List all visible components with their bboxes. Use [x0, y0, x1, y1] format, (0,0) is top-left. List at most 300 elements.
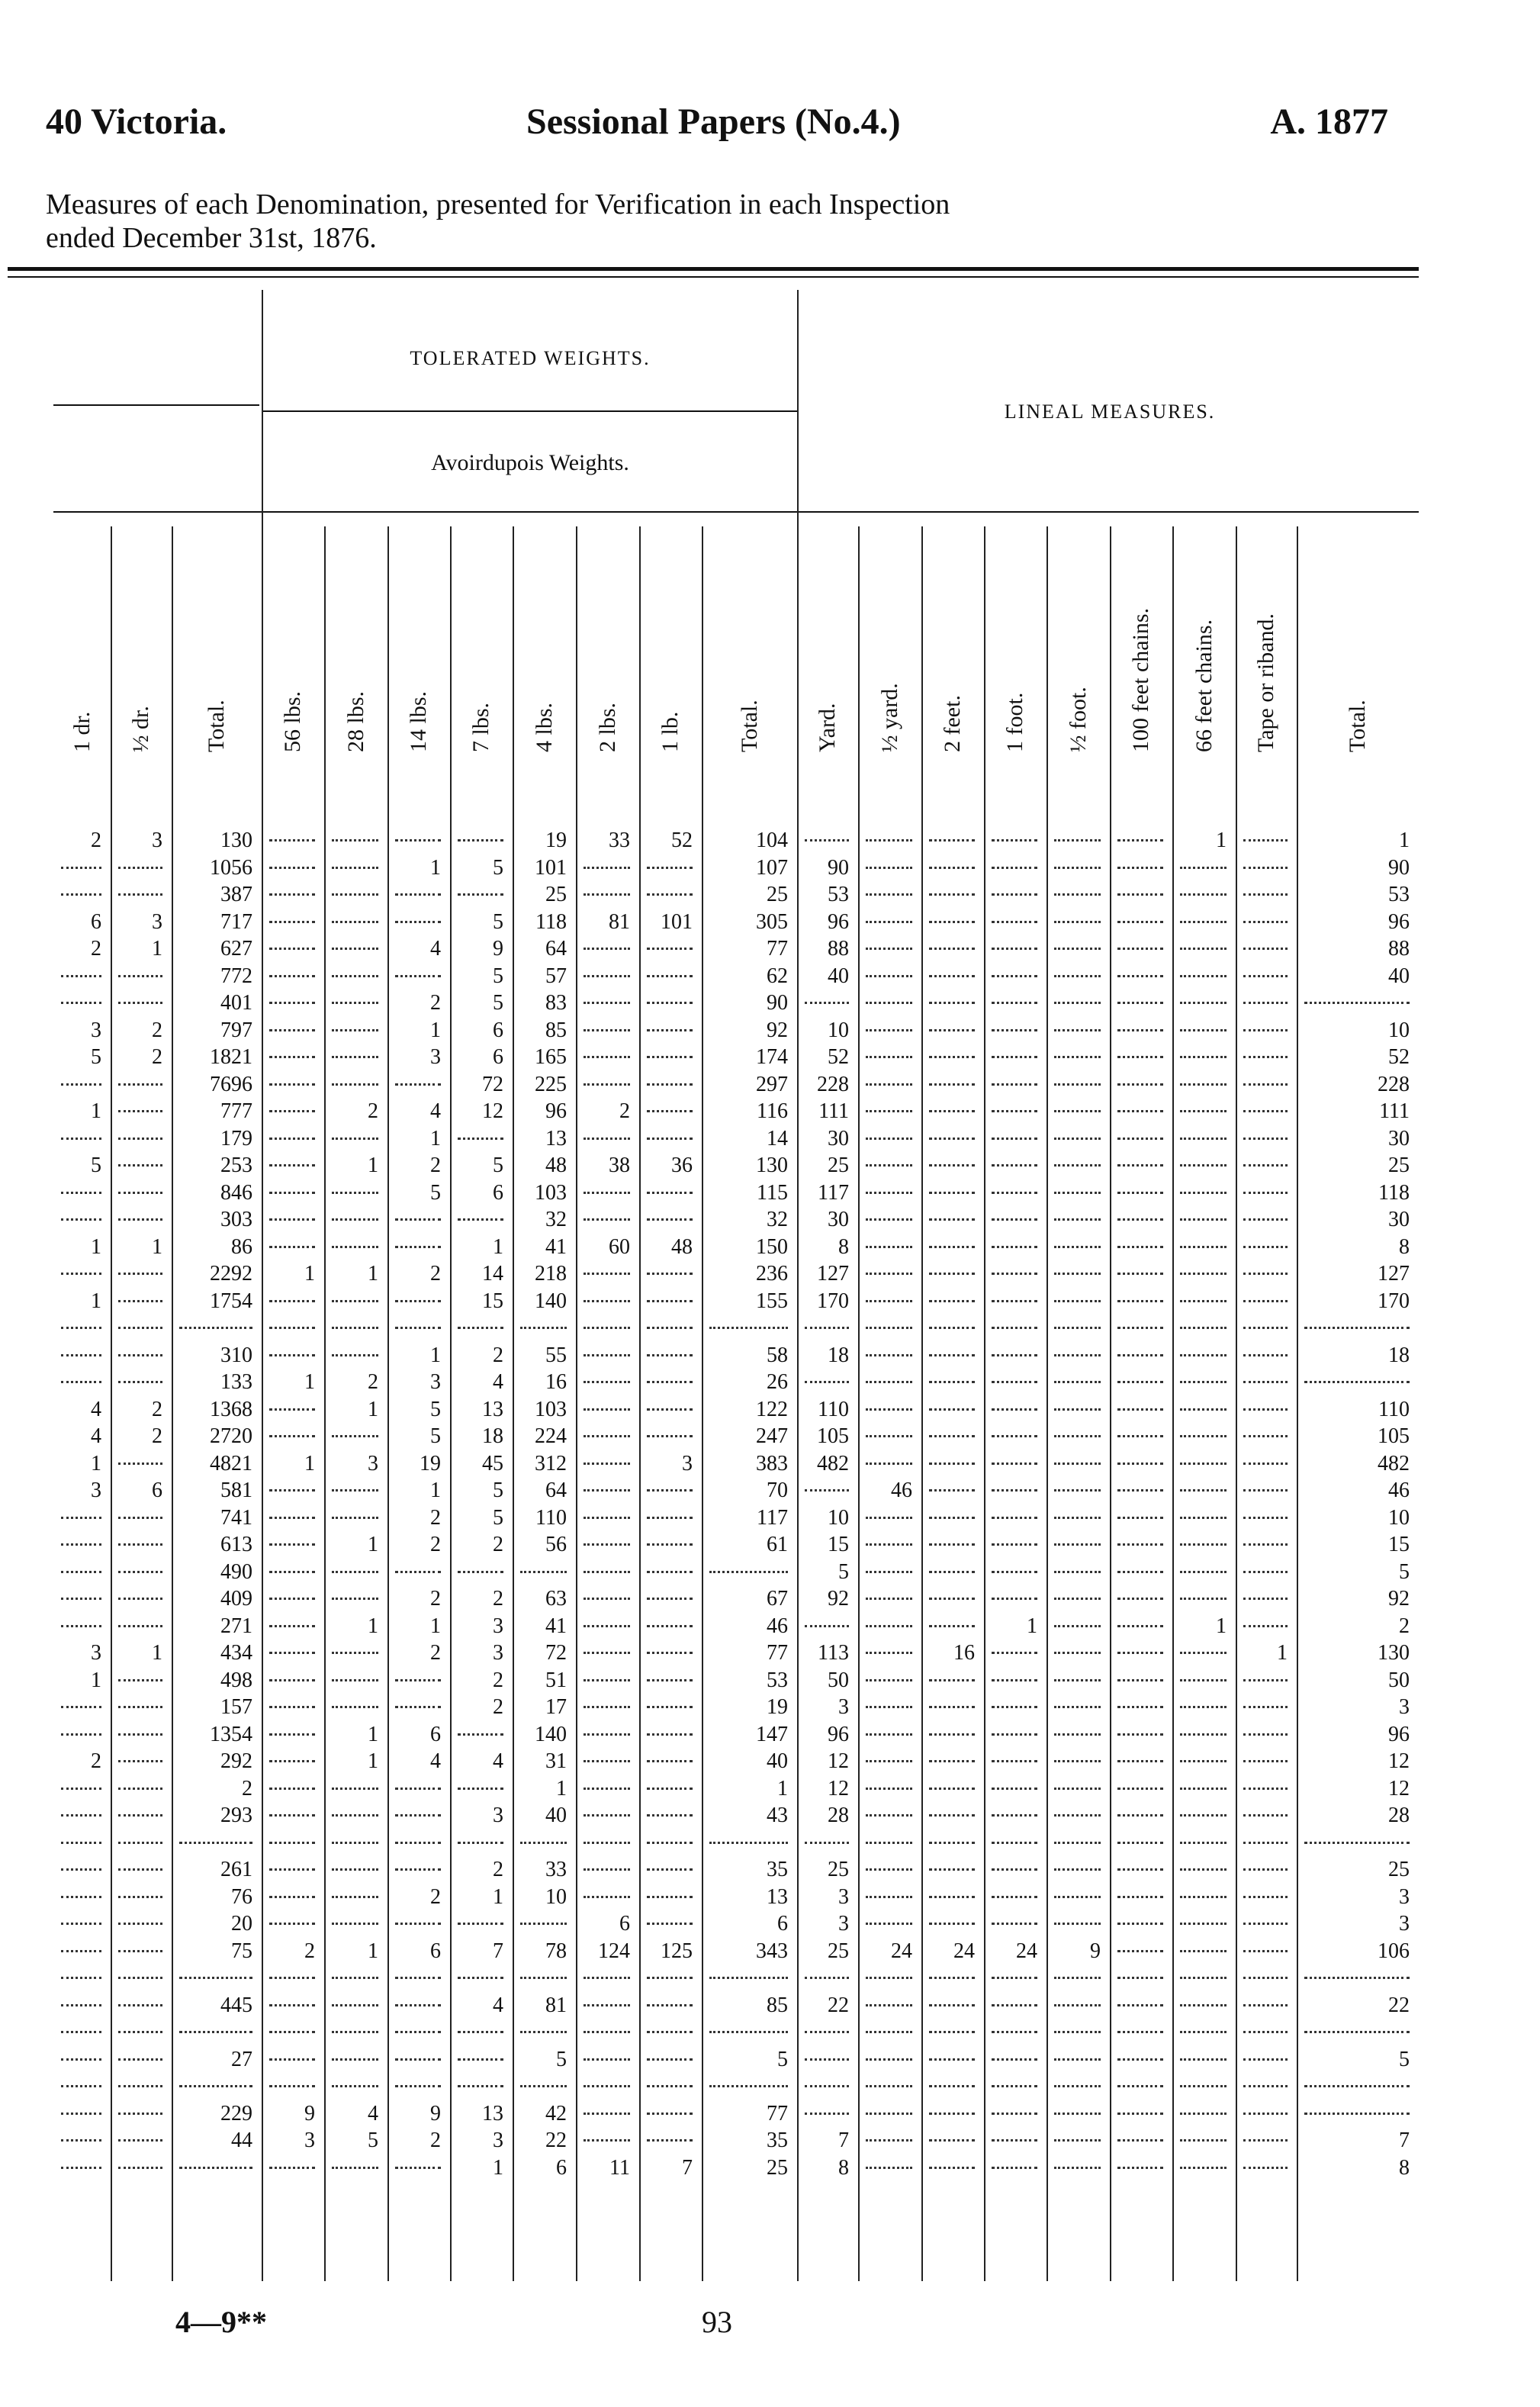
column-header	[858, 526, 921, 778]
leader-dots	[866, 1381, 912, 1383]
leader-dots	[1054, 1896, 1101, 1898]
leader-dots	[61, 1625, 101, 1627]
leader-dots	[1180, 1868, 1227, 1871]
leader-dots	[179, 2085, 252, 2087]
leader-dots	[992, 1408, 1037, 1411]
column-header-label: 14 lbs.	[406, 690, 431, 752]
leader-dots	[1054, 1300, 1101, 1302]
table-cell: 53	[1388, 883, 1410, 906]
leader-dots	[992, 2085, 1037, 2087]
leader-dots	[1054, 948, 1101, 950]
table-cell: 261	[220, 1858, 252, 1881]
table-cell: 3	[1399, 1885, 1410, 1909]
table-cell: 19	[420, 1452, 441, 1475]
leader-dots	[992, 1435, 1037, 1437]
table-cell: 1	[91, 1235, 101, 1259]
leader-dots	[866, 1354, 912, 1356]
table-cell: 1	[304, 1262, 315, 1286]
leader-dots	[992, 1246, 1037, 1248]
table-cell: 1754	[210, 1289, 252, 1313]
table-cell: 3	[430, 1045, 441, 1069]
leader-dots	[647, 1814, 693, 1817]
leader-dots	[647, 1760, 693, 1762]
table-cell: 1354	[210, 1723, 252, 1746]
table-cell: 6	[152, 1479, 162, 1502]
table-cell: 1	[368, 1939, 378, 1963]
column-header	[1110, 526, 1172, 778]
column-header-label: 1 dr.	[69, 711, 95, 752]
table-cell: 1	[368, 1154, 378, 1177]
leader-dots	[866, 1652, 912, 1654]
table-cell: 10	[1388, 1018, 1410, 1042]
leader-dots	[61, 1517, 101, 1519]
leader-dots	[1054, 1489, 1101, 1492]
leader-dots	[929, 1246, 975, 1248]
table-cell: 63	[545, 1587, 567, 1611]
leader-dots	[584, 1489, 630, 1492]
table-cell: 20	[231, 1912, 252, 1936]
leader-dots	[1054, 1056, 1101, 1058]
leader-dots	[1180, 1896, 1227, 1898]
leader-dots	[118, 1273, 162, 1275]
leader-dots	[929, 1273, 975, 1275]
leader-dots	[866, 948, 912, 950]
table-row	[0, 1993, 1449, 2021]
leader-dots	[1054, 1706, 1101, 1708]
table-cell: 498	[220, 1668, 252, 1692]
leader-dots	[992, 2031, 1037, 2033]
leader-dots	[1054, 893, 1101, 896]
table-cell: 2720	[210, 1424, 252, 1448]
leader-dots	[584, 1652, 630, 1654]
column-header-label: 100 feet chains.	[1128, 607, 1153, 752]
leader-dots	[269, 1977, 315, 1979]
leader-dots	[805, 1625, 849, 1627]
table-cell: 4	[493, 1749, 503, 1773]
table-cell: 6	[430, 1939, 441, 1963]
table-cell: 3	[91, 1018, 101, 1042]
leader-dots	[1243, 2031, 1288, 2033]
leader-dots	[647, 1788, 693, 1790]
table-cell: 2	[493, 1668, 503, 1692]
leader-dots	[332, 1706, 378, 1708]
leader-dots	[332, 1788, 378, 1790]
leader-dots	[458, 2031, 503, 2033]
column-header	[639, 526, 702, 778]
table-row	[0, 1831, 1449, 1858]
leader-dots	[929, 1923, 975, 1925]
leader-dots	[929, 1381, 975, 1383]
leader-dots	[866, 1733, 912, 1736]
leader-dots	[1054, 1868, 1101, 1871]
leader-dots	[61, 1842, 101, 1844]
table-row	[0, 1560, 1449, 1588]
leader-dots	[929, 975, 975, 977]
table-cell: 96	[828, 1723, 849, 1746]
leader-dots	[118, 1788, 162, 1790]
leader-dots	[332, 1679, 378, 1681]
column-header-label: 2 lbs.	[594, 702, 620, 752]
table-cell: 2	[152, 1398, 162, 1421]
leader-dots	[269, 1489, 315, 1492]
table-cell: 40	[545, 1804, 567, 1827]
leader-dots	[179, 2031, 252, 2033]
leader-dots	[1117, 1950, 1163, 1952]
column-header-label: 1 lb.	[657, 711, 683, 752]
leader-dots	[1243, 1463, 1288, 1465]
table-cell: 772	[220, 964, 252, 988]
leader-dots	[1117, 1300, 1163, 1302]
leader-dots	[1243, 1110, 1288, 1112]
table-cell: 165	[535, 1045, 567, 1069]
table-cell: 1	[430, 856, 441, 880]
table-cell: 482	[1378, 1452, 1410, 1475]
leader-dots	[395, 1083, 441, 1086]
leader-dots	[395, 1218, 441, 1221]
leader-dots	[332, 1571, 378, 1573]
leader-dots	[520, 1977, 567, 1979]
leader-dots	[1117, 1273, 1163, 1275]
column-header	[1046, 526, 1110, 778]
leader-dots	[520, 2085, 567, 2087]
table-cell: 92	[767, 1018, 788, 1042]
table-cell: 5	[493, 1479, 503, 1502]
leader-dots	[1117, 1138, 1163, 1140]
leader-dots	[332, 1246, 378, 1248]
leader-dots	[1054, 1598, 1101, 1600]
leader-dots	[584, 975, 630, 977]
table-cell: 271	[220, 1614, 252, 1638]
leader-dots	[1243, 1381, 1288, 1383]
leader-dots	[866, 1110, 912, 1112]
leader-dots	[1180, 1029, 1227, 1031]
leader-dots	[118, 1706, 162, 1708]
leader-dots	[584, 1868, 630, 1871]
leader-dots	[458, 2085, 503, 2087]
leader-dots	[992, 1218, 1037, 1221]
leader-dots	[1117, 1164, 1163, 1166]
leader-dots	[332, 921, 378, 923]
leader-dots	[1180, 1814, 1227, 1817]
table-cell: 28	[1388, 1804, 1410, 1827]
table-cell: 4	[430, 1099, 441, 1123]
table-cell: 1	[368, 1262, 378, 1286]
table-cell: 19	[767, 1695, 788, 1719]
leader-dots	[269, 1896, 315, 1898]
leader-dots	[1054, 1192, 1101, 1194]
table-cell: 1	[152, 1235, 162, 1259]
leader-dots	[1243, 1327, 1288, 1329]
column-header	[797, 526, 858, 778]
table-cell: 96	[828, 910, 849, 934]
leader-dots	[61, 2139, 101, 2142]
leader-dots	[1243, 1842, 1288, 1844]
table-cell: 7	[682, 2156, 693, 2180]
leader-dots	[1180, 975, 1227, 977]
leader-dots	[332, 1056, 378, 1058]
table-row	[0, 1316, 1449, 1343]
divider-tolerated	[263, 410, 797, 412]
table-cell: 4	[430, 1749, 441, 1773]
leader-dots	[584, 2031, 630, 2033]
leader-dots	[866, 1571, 912, 1573]
table-cell: 110	[1378, 1398, 1410, 1421]
leader-dots	[584, 1354, 630, 1356]
leader-dots	[1243, 1517, 1288, 1519]
table-cell: 51	[545, 1668, 567, 1692]
leader-dots	[929, 1733, 975, 1736]
table-cell: 16	[545, 1370, 567, 1394]
column-header-label: 66 feet chains.	[1191, 619, 1217, 752]
leader-dots	[1243, 1706, 1288, 1708]
leader-dots	[118, 1327, 162, 1329]
table-cell: 2292	[210, 1262, 252, 1286]
leader-dots	[1117, 1923, 1163, 1925]
table-cell: 1	[368, 1614, 378, 1638]
leader-dots	[647, 1381, 693, 1383]
leader-dots	[647, 1923, 693, 1925]
table-cell: 3	[304, 2129, 315, 2152]
leader-dots	[118, 2004, 162, 2006]
leader-dots	[992, 1002, 1037, 1004]
table-cell: 2	[152, 1018, 162, 1042]
leader-dots	[992, 1923, 1037, 1925]
leader-dots	[1054, 1110, 1101, 1112]
leader-dots	[1180, 1300, 1227, 1302]
table-cell: 5	[91, 1154, 101, 1177]
leader-dots	[118, 1868, 162, 1871]
leader-dots	[584, 1842, 630, 1844]
leader-dots	[1180, 1950, 1227, 1952]
leader-dots	[866, 1435, 912, 1437]
column-header	[513, 526, 576, 778]
leader-dots	[647, 1354, 693, 1356]
leader-dots	[647, 1706, 693, 1708]
leader-dots	[61, 1381, 101, 1383]
leader-dots	[1180, 1652, 1227, 1654]
leader-dots	[458, 1571, 503, 1573]
table-cell: 40	[828, 964, 849, 988]
column-header	[172, 526, 262, 778]
table-cell: 36	[671, 1154, 693, 1177]
table-cell: 1	[152, 937, 162, 961]
leader-dots	[929, 2113, 975, 2115]
leader-dots	[1304, 2113, 1410, 2115]
leader-dots	[61, 2085, 101, 2087]
table-cell: 105	[817, 1424, 849, 1448]
table-cell: 67	[767, 1587, 788, 1611]
header-session: 40 Victoria.	[46, 101, 227, 142]
leader-dots	[1180, 921, 1227, 923]
leader-dots	[1243, 1138, 1288, 1140]
table-cell: 130	[756, 1154, 788, 1177]
leader-dots	[866, 1138, 912, 1140]
column-header	[262, 526, 324, 778]
leader-dots	[1243, 1002, 1288, 1004]
leader-dots	[647, 1842, 693, 1844]
table-row	[0, 1370, 1449, 1398]
table-cell: 130	[220, 829, 252, 852]
leader-dots	[1180, 1083, 1227, 1086]
leader-dots	[992, 1029, 1037, 1031]
leader-dots	[458, 839, 503, 841]
table-cell: 5	[556, 2048, 567, 2071]
leader-dots	[1117, 1598, 1163, 1600]
column-header-label: ½ foot.	[1065, 687, 1091, 752]
table-cell: 5	[493, 856, 503, 880]
table-cell: 130	[1378, 1641, 1410, 1665]
leader-dots	[118, 1760, 162, 1762]
table-row	[0, 964, 1449, 992]
leader-dots	[1180, 1543, 1227, 1546]
leader-dots	[1243, 2113, 1288, 2115]
table-cell: 6	[493, 1045, 503, 1069]
leader-dots	[866, 1327, 912, 1329]
leader-dots	[61, 975, 101, 977]
table-cell: 5	[777, 2048, 788, 2071]
leader-dots	[269, 1218, 315, 1221]
leader-dots	[1117, 1571, 1163, 1573]
leader-dots	[584, 1543, 630, 1546]
leader-dots	[992, 1543, 1037, 1546]
table-cell: 22	[545, 2129, 567, 2152]
leader-dots	[929, 948, 975, 950]
table-cell: 846	[220, 1181, 252, 1205]
table-row	[0, 2156, 1449, 2183]
table-caption	[46, 188, 1388, 255]
table-cell: 70	[767, 1479, 788, 1502]
leader-dots	[269, 1923, 315, 1925]
table-cell: 57	[545, 964, 567, 988]
table-cell: 2	[430, 1506, 441, 1530]
table-cell: 92	[1388, 1587, 1410, 1611]
leader-dots	[61, 1327, 101, 1329]
table-cell: 24	[891, 1939, 912, 1963]
leader-dots	[866, 1760, 912, 1762]
leader-dots	[395, 2058, 441, 2061]
table-row	[0, 1479, 1449, 1506]
leader-dots	[1180, 1192, 1227, 1194]
leader-dots	[118, 1625, 162, 1627]
leader-dots	[584, 1273, 630, 1275]
leader-dots	[395, 1679, 441, 1681]
table-cell: 3	[493, 1614, 503, 1638]
leader-dots	[269, 1842, 315, 1844]
leader-dots	[269, 2167, 315, 2169]
leader-dots	[709, 1571, 788, 1573]
leader-dots	[1243, 1246, 1288, 1248]
column-header-label: Yard.	[815, 703, 840, 752]
leader-dots	[866, 839, 912, 841]
leader-dots	[1243, 1923, 1288, 1925]
leader-dots	[1243, 2004, 1288, 2006]
table-cell: 5	[368, 2129, 378, 2152]
leader-dots	[1243, 1868, 1288, 1871]
page-header	[46, 101, 1388, 162]
table-cell: 3	[368, 1452, 378, 1475]
table-cell: 1	[152, 1641, 162, 1665]
leader-dots	[61, 1977, 101, 1979]
table-cell: 1	[430, 1127, 441, 1150]
table-cell: 2	[493, 1533, 503, 1556]
leader-dots	[118, 2139, 162, 2142]
table-row	[0, 1695, 1449, 1723]
table-cell: 140	[535, 1289, 567, 1313]
leader-dots	[709, 2085, 788, 2087]
leader-dots	[61, 1706, 101, 1708]
leader-dots	[1243, 1300, 1288, 1302]
leader-dots	[1180, 1327, 1227, 1329]
table-cell: 30	[828, 1208, 849, 1231]
leader-dots	[520, 1571, 567, 1573]
leader-dots	[118, 1842, 162, 1844]
leader-dots	[179, 1327, 252, 1329]
leader-dots	[395, 1300, 441, 1302]
leader-dots	[992, 1381, 1037, 1383]
table-cell: 292	[220, 1749, 252, 1773]
leader-dots	[805, 1489, 849, 1492]
table-cell: 33	[545, 1858, 567, 1881]
leader-dots	[1180, 2085, 1227, 2087]
leader-dots	[647, 1273, 693, 1275]
leader-dots	[395, 1246, 441, 1248]
table-cell: 3	[838, 1912, 849, 1936]
table-cell: 2	[430, 1262, 441, 1286]
leader-dots	[1117, 975, 1163, 977]
table-cell: 236	[756, 1262, 788, 1286]
leader-dots	[458, 1977, 503, 1979]
leader-dots	[1117, 1868, 1163, 1871]
leader-dots	[269, 1300, 315, 1302]
leader-dots	[118, 1950, 162, 1952]
leader-dots	[647, 1679, 693, 1681]
table-cell: 5	[493, 991, 503, 1015]
leader-dots	[929, 1029, 975, 1031]
leader-dots	[1180, 1218, 1227, 1221]
leader-dots	[61, 2004, 101, 2006]
leader-dots	[269, 1760, 315, 1762]
leader-dots	[1054, 1218, 1101, 1221]
leader-dots	[1180, 1679, 1227, 1681]
table-cell: 103	[535, 1181, 567, 1205]
leader-dots	[992, 1110, 1037, 1112]
leader-dots	[332, 1923, 378, 1925]
leader-dots	[992, 1489, 1037, 1492]
table-cell: 5	[493, 1506, 503, 1530]
leader-dots	[118, 2058, 162, 2061]
table-row	[0, 1398, 1449, 1425]
leader-dots	[866, 2113, 912, 2115]
table-cell: 6	[493, 1181, 503, 1205]
leader-dots	[1054, 1760, 1101, 1762]
leader-dots	[1117, 1408, 1163, 1411]
table-cell: 42	[545, 2102, 567, 2125]
table-cell: 24	[953, 1939, 975, 1963]
leader-dots	[866, 1788, 912, 1790]
table-cell: 6	[91, 910, 101, 934]
table-cell: 5	[838, 1560, 849, 1584]
table-cell: 1	[493, 2156, 503, 2180]
column-header	[450, 526, 513, 778]
table-cell: 3	[152, 910, 162, 934]
leader-dots	[929, 1788, 975, 1790]
column-header	[702, 526, 797, 778]
leader-dots	[118, 2113, 162, 2115]
leader-dots	[929, 1517, 975, 1519]
leader-dots	[1180, 1489, 1227, 1492]
leader-dots	[61, 893, 101, 896]
table-cell: 22	[828, 1993, 849, 2017]
